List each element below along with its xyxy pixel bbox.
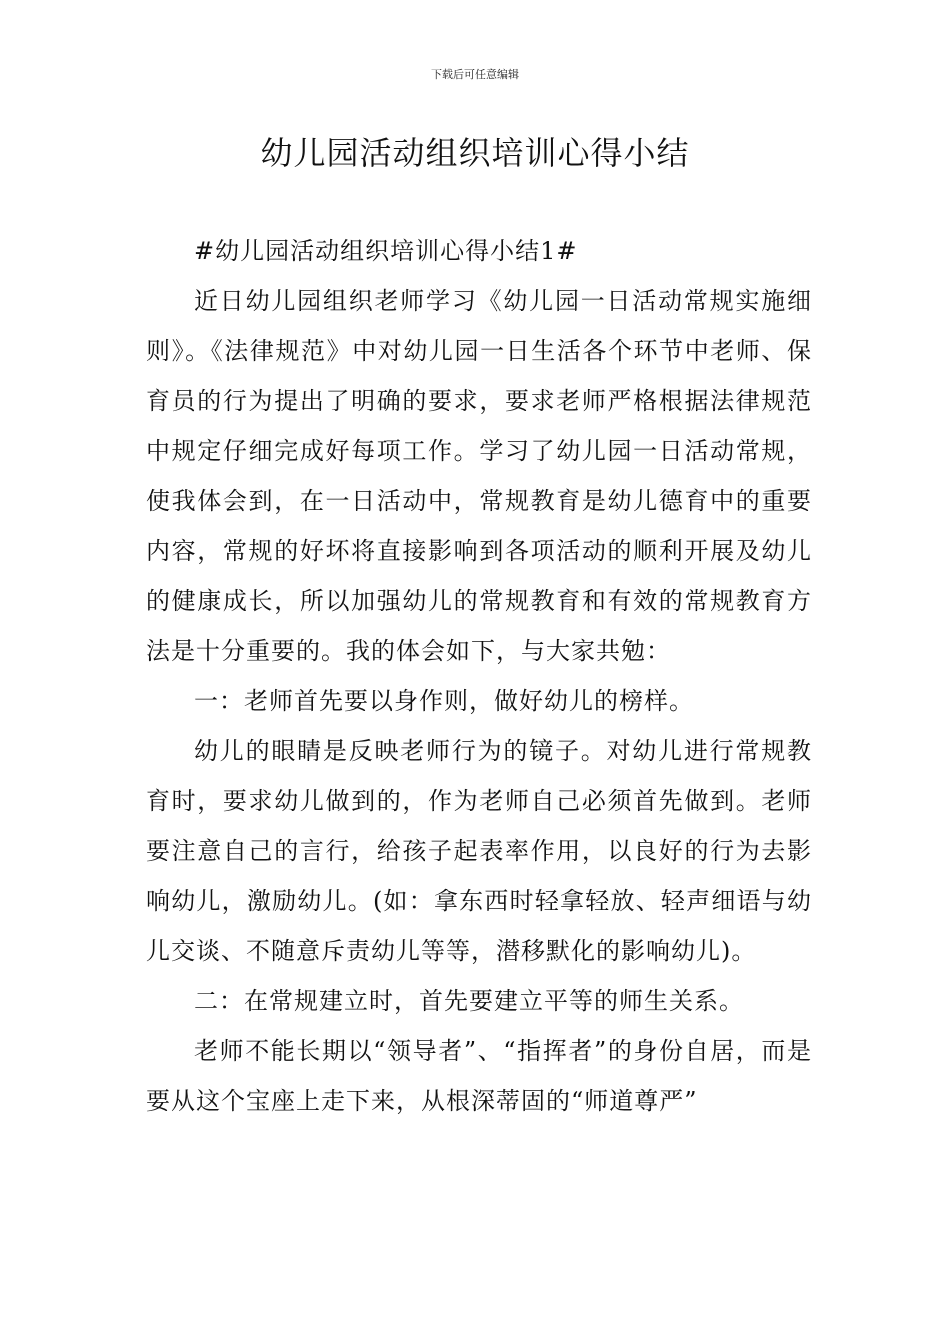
document-title: 幼儿园活动组织培训心得小结 xyxy=(260,134,690,172)
point-two-heading: 二：在常规建立时，首先要建立平等的师生关系。 xyxy=(194,987,744,1015)
point-one-heading: 一：老师首先要以身作则，做好幼儿的榜样。 xyxy=(194,687,694,715)
point-one-body: 幼儿的眼睛是反映老师行为的镜子。对幼儿进行常规教育时，要求幼儿做到的，作为老师自己必须首先做到。老师要注意自己的言行，给孩子起表率作用，以良好的行为去影响幼儿，激励幼儿。(如：拿东西时轻拿轻放、轻声细语与幼儿交谈、不随意斥责幼儿等等，潜移默化的影响幼儿)。 xyxy=(146,737,812,965)
section-heading-1: #幼儿园活动组织培训心得小结1# xyxy=(194,237,578,265)
paragraph-intro: 近日幼儿园组织老师学习《幼儿园一日活动常规实施细则》。《法律规范》中对幼儿园一日生活各个环节中老师、保育员的行为提出了明确的要求，要求老师严格根据法律规范中规定仔细完成好每项工作。学习了幼儿园一日活动常规，使我体会到，在一日活动中，常规教育是幼儿德育中的重要内容，常规的好坏将直接影响到各项活动的顺利开展及幼儿的健康成长，所以加强幼儿的常规教育和有效的常规教育方法是十分重要的。我的体会如下，与大家共勉： xyxy=(146,287,812,665)
document-body xyxy=(146,226,812,1126)
point-two-body: 老师不能长期以“领导者”、“指挥者”的身份自居，而是要从这个宝座上走下来，从根深蒂固的“师道尊严” xyxy=(146,1037,812,1115)
header-note: 下载后可任意编辑 xyxy=(431,68,519,81)
